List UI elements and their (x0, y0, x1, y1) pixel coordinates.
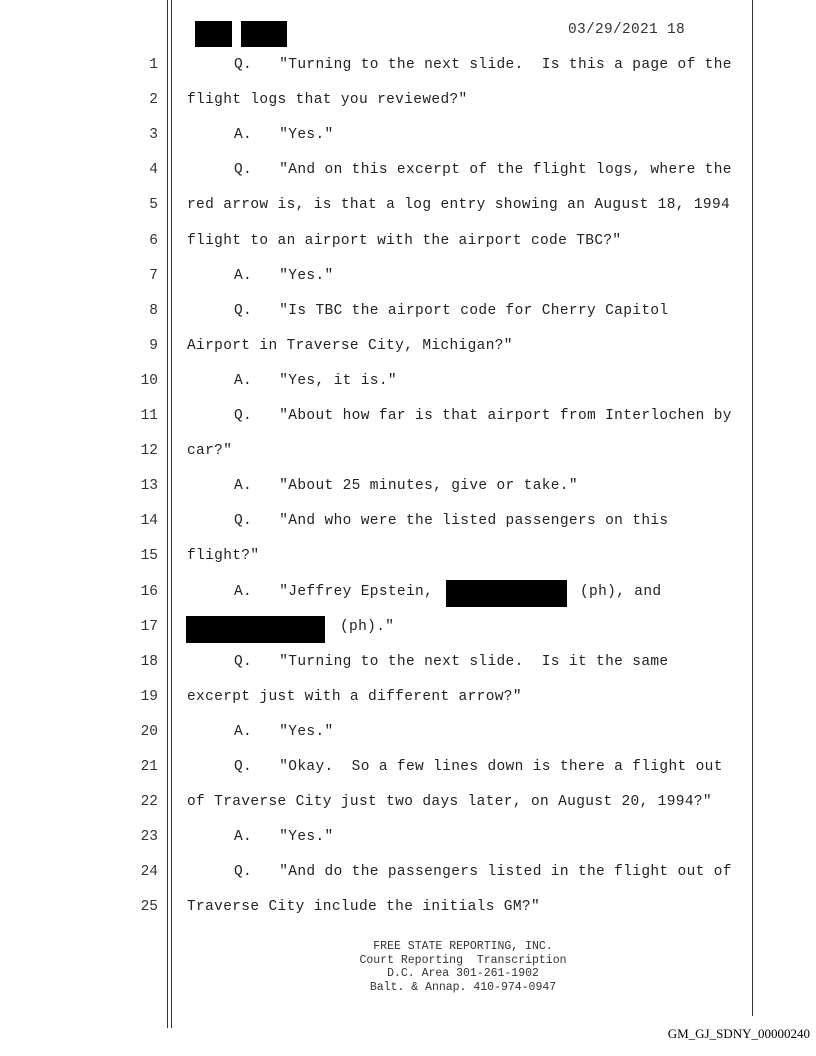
line-number: 22 (140, 794, 158, 811)
line-number: 3 (149, 127, 158, 144)
transcript-line (0, 584, 816, 604)
transcript-line (0, 864, 816, 884)
line-text: Q. "Turning to the next slide. Is it the same (234, 653, 669, 670)
line-number: 1 (149, 57, 158, 73)
transcript-line (0, 829, 816, 849)
line-number: 6 (149, 232, 158, 249)
line-number: 4 (149, 162, 158, 179)
line-number: 16 (140, 583, 158, 600)
transcript-line (0, 899, 816, 919)
line-number: 24 (140, 864, 158, 881)
redaction-passenger-1 (446, 580, 567, 607)
line-number: 12 (140, 443, 158, 460)
footer-dc-phone: D.C. Area 301-261-1902 (387, 967, 539, 980)
header-redaction-2 (241, 21, 287, 47)
transcript-line (0, 478, 816, 498)
footer-balt-phone: Balt. & Annap. 410-974-0947 (369, 980, 557, 994)
transcript-line (0, 794, 816, 814)
transcript-line (0, 127, 816, 147)
line-number: 15 (140, 548, 158, 565)
transcript-line (0, 513, 816, 533)
page-number: 18 (667, 22, 686, 38)
line-text: Q. "And on this excerpt of the flight logs, where the (234, 162, 732, 179)
redaction-passenger-2 (186, 616, 325, 643)
line-text: A. "Yes." (234, 267, 334, 284)
line-text: A. "Yes." (234, 829, 334, 846)
line-number: 14 (140, 513, 158, 530)
line-number: 23 (140, 829, 158, 846)
transcript-line (0, 92, 816, 112)
line-text: car?" (187, 443, 233, 460)
line-text: flight logs that you reviewed?" (187, 92, 468, 109)
line-number: 21 (140, 759, 158, 775)
transcript-line (0, 443, 816, 463)
line-number: 5 (149, 197, 158, 214)
transcript-line (0, 268, 816, 288)
line-number: 11 (140, 408, 158, 424)
line-number: 25 (140, 899, 158, 916)
transcript-line (0, 57, 816, 77)
line-text: excerpt just with a different arrow?" (187, 688, 522, 705)
transcript-line (0, 303, 816, 323)
header-date: 03/29/2021 (568, 22, 659, 38)
bates-number: GM_GJ_SDNY_00000240 (667, 1026, 810, 1041)
transcript-line (0, 338, 816, 358)
transcript-line (0, 759, 816, 779)
transcript-line (0, 689, 816, 709)
line-text: Q. "Is TBC the airport code for Cherry Capitol (234, 302, 669, 319)
transcript-line (0, 197, 816, 217)
transcript-line (0, 233, 816, 253)
header-redaction-1 (195, 21, 232, 47)
line-number: 8 (149, 302, 158, 319)
line-number: 9 (149, 337, 158, 354)
line-text-after-redaction: (ph)." (340, 618, 395, 635)
line-text: Traverse City include the initials GM?" (187, 899, 541, 916)
line-number: 20 (140, 723, 158, 740)
line-text: Q. "Okay. So a few lines down is there a flight out (234, 759, 723, 775)
reporter-footer (300, 940, 626, 994)
line-text: Airport in Traverse City, Michigan?" (187, 337, 513, 354)
line-number: 17 (140, 618, 158, 635)
line-text: flight to an airport with the airport code TBC?" (187, 232, 622, 249)
line-text: red arrow is, is that a log entry showing an August 18, 1994 (187, 197, 731, 214)
line-number: 10 (140, 372, 158, 389)
line-number: 13 (140, 478, 158, 495)
line-text: A. "Yes." (234, 127, 334, 144)
transcript-line (0, 619, 816, 639)
line-text: Q. "Turning to the next slide. Is this a page of the (234, 57, 732, 73)
line-number: 7 (149, 267, 158, 284)
transcript-line (0, 373, 816, 393)
transcript-line (0, 548, 816, 568)
line-number: 2 (149, 92, 158, 109)
header-date-page (568, 22, 685, 38)
line-number: 19 (140, 688, 158, 705)
line-text: A. "Yes, it is." (234, 372, 397, 389)
line-text: flight?" (187, 548, 260, 565)
line-number: 18 (140, 653, 158, 670)
line-text: of Traverse City just two days later, on August 20, 1994?" (187, 794, 712, 811)
footer-company: FREE STATE REPORTING, INC. (373, 940, 553, 953)
line-text: A. "About 25 minutes, give or take." (234, 478, 578, 495)
transcript-line (0, 654, 816, 674)
line-text: Q. "And who were the listed passengers on this (234, 513, 669, 530)
line-text: Q. "And do the passengers listed in the flight out of (234, 864, 732, 881)
line-text: A. "Yes." (234, 723, 334, 740)
line-text: Q. "About how far is that airport from Interlochen by (234, 408, 732, 424)
footer-service: Court Reporting Transcription (359, 953, 567, 967)
line-text: A. "Jeffrey Epstein, (234, 583, 434, 600)
transcript-line (0, 162, 816, 182)
transcript-line (0, 724, 816, 744)
line-text-after-redaction: (ph), and (580, 583, 662, 600)
transcript-line (0, 408, 816, 428)
